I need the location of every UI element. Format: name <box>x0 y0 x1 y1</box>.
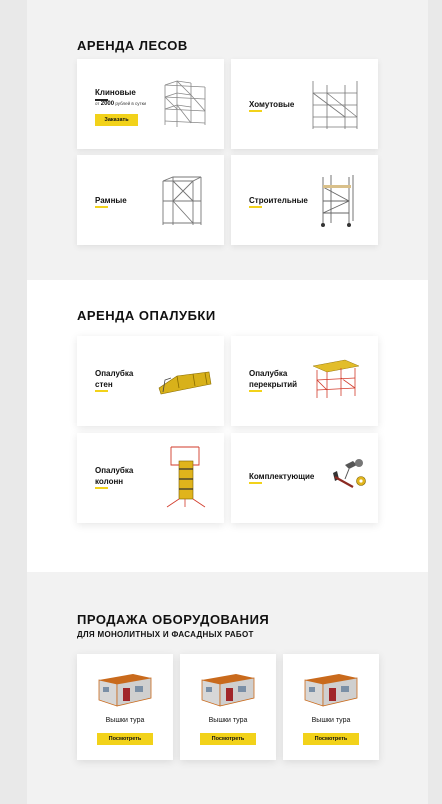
product-title: Вышки тура <box>208 717 248 724</box>
formwork-section <box>27 280 428 572</box>
card-label: Комплектующие <box>249 472 315 481</box>
label-underline <box>95 390 108 392</box>
cabin-container-icon <box>200 660 256 708</box>
card-frame-scaffold[interactable] <box>77 155 224 245</box>
scaffold-tower-icon <box>319 173 355 229</box>
components-icon <box>331 457 369 497</box>
card-label: Хомутовые <box>249 100 295 109</box>
product-card[interactable] <box>180 654 276 760</box>
label-underline <box>249 390 262 392</box>
card-construction-scaffold[interactable] <box>231 155 378 245</box>
section-title-scaffolding: АРЕНДА ЛЕСОВ <box>77 38 188 53</box>
scaffold-frame-icon <box>159 175 205 227</box>
card-label: Опалубка перекрытий <box>249 369 298 389</box>
card-wall-formwork[interactable] <box>77 336 224 426</box>
view-button[interactable]: Посмотреть <box>303 733 359 745</box>
label-underline <box>249 110 262 112</box>
order-button[interactable]: Заказать <box>95 114 138 126</box>
column-formwork-icon <box>163 445 207 509</box>
card-clamp-scaffold[interactable] <box>231 59 378 149</box>
card-label: Опалубка стен <box>95 369 134 389</box>
card-label: Опалубка колонн <box>95 466 134 486</box>
card-label: Строительные <box>249 196 308 205</box>
label-underline <box>95 206 108 208</box>
section-title-formwork: АРЕНДА ОПАЛУБКИ <box>77 308 216 323</box>
page <box>27 0 428 804</box>
card-components[interactable] <box>231 433 378 523</box>
cabin-container-icon <box>303 660 359 708</box>
cabin-container-icon <box>97 660 153 708</box>
card-wedge-scaffold[interactable] <box>77 59 224 149</box>
view-button[interactable]: Посмотреть <box>200 733 256 745</box>
wall-formwork-icon <box>157 366 213 396</box>
product-title: Вышки тура <box>105 717 145 724</box>
section-subtitle: ДЛЯ МОНОЛИТНЫХ И ФАСАДНЫХ РАБОТ <box>77 630 254 639</box>
price-text: от 2000 рублей в сутки <box>95 101 147 107</box>
product-title: Вышки тура <box>311 717 351 724</box>
scaffold-wedge-icon <box>161 77 209 129</box>
slab-formwork-icon <box>311 358 361 400</box>
label-underline <box>249 206 262 208</box>
section-title-equipment: ПРОДАЖА ОБОРУДОВАНИЯ <box>77 612 270 627</box>
label-underline <box>249 482 262 484</box>
card-label: Рамные <box>95 196 127 205</box>
product-card[interactable] <box>77 654 173 760</box>
card-column-formwork[interactable] <box>77 433 224 523</box>
scaffold-clamp-icon <box>309 79 361 131</box>
product-card[interactable] <box>283 654 379 760</box>
view-button[interactable]: Посмотреть <box>97 733 153 745</box>
scaffolding-section <box>27 0 428 280</box>
equipment-section <box>27 572 428 804</box>
card-label: Клиновые <box>95 88 136 97</box>
label-underline <box>95 487 108 489</box>
card-slab-formwork[interactable] <box>231 336 378 426</box>
